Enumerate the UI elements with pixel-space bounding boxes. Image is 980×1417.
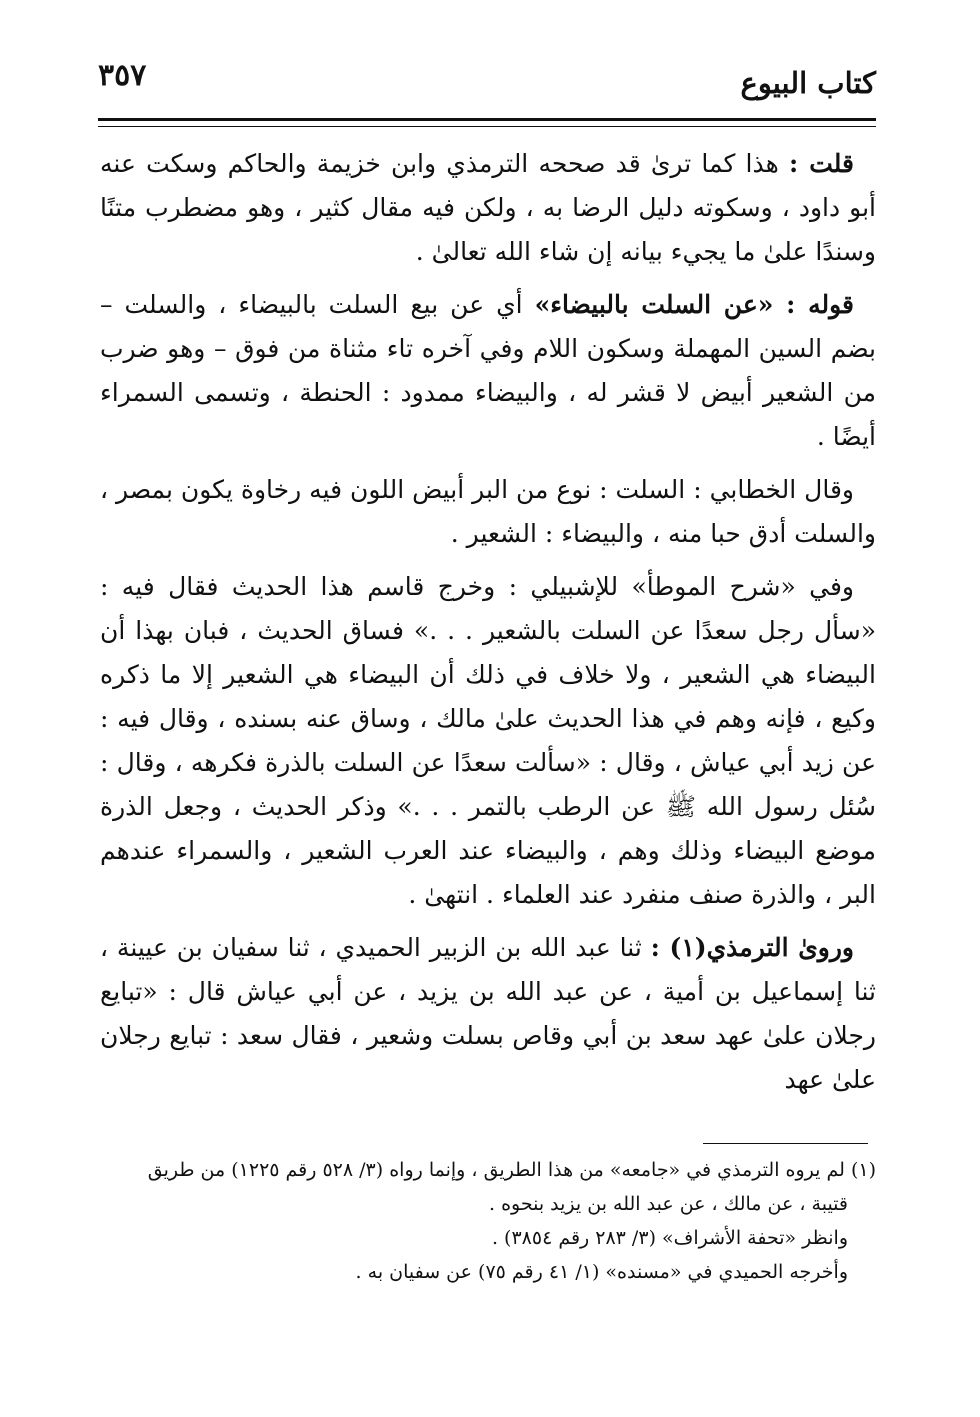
paragraph-lead: وروىٰ الترمذي(١) : xyxy=(650,933,854,962)
footnote-line: (١) لم يروه الترمذي في «جامعه» من هذا الطريق ، وإنما رواه (٣/ ٥٢٨ رقم ١٢٢٥) من طريق xyxy=(147,1159,876,1181)
paragraph-body: وقال الخطابي : السلت : نوع من البر أبيض اللون فيه رخاوة يكون بمصر ، والسلت أدق حبا منه ، والبيضاء : الشعير . xyxy=(100,475,876,548)
running-header xyxy=(98,58,876,120)
page-number: ٣٥٧ xyxy=(98,58,147,93)
paragraph-body: ثنا عبد الله بن الزبير الحميدي ، ثنا سفيان بن عيينة ، ثنا إسماعيل بن أمية ، عن عبد الله بن يزيد ، عن أبي عياش قال : «تبايع رجلان علىٰ عهد سعد بن أبي وقاص بسلت وشعير ، فقال سعد : تبايع رجلان علىٰ عهد xyxy=(100,933,876,1094)
paragraph-lead: قوله : «عن السلت بالبيضاء» xyxy=(534,290,854,319)
book-title: كتاب البيوع xyxy=(740,66,876,100)
footnote-line: قتيبة ، عن مالك ، عن عبد الله بن يزيد بنحوه . xyxy=(488,1193,848,1215)
paragraph-tirmidhi xyxy=(100,926,876,1102)
footnotes xyxy=(100,1153,876,1289)
paragraph-qultu xyxy=(100,142,876,274)
footnote-line: وأخرجه الحميدي في «مسنده» (١/ ٤١ رقم ٧٥) عن سفيان به . xyxy=(355,1261,848,1283)
header-rule-thin xyxy=(98,126,876,127)
paragraph-body: هذا كما ترىٰ قد صححه الترمذي وابن خزيمة والحاكم وسكت عنه أبو داود ، وسكوته دليل الرضا به ، ولكن فيه مقال كثير ، وهو مضطرب متنًا وسندًا علىٰ ما يجيء بيانه إن شاء الله تعالىٰ . xyxy=(100,149,876,266)
footnote-separator xyxy=(703,1143,868,1144)
main-text xyxy=(100,142,876,1111)
paragraph-body: أي عن بيع السلت بالبيضاء ، والسلت – بضم السين المهملة وسكون اللام وفي آخره تاء مثناة من فوق – وهو ضرب من الشعير أبيض لا قشر له ، والبيضاء ممدود : الحنطة ، وتسمى السمراء أيضًا . xyxy=(100,290,876,451)
paragraph-khattabi xyxy=(100,468,876,556)
header-rule-thick xyxy=(98,118,876,121)
paragraph-body: وفي «شرح الموطأ» للإشبيلي : وخرج قاسم هذا الحديث فقال فيه : «سأل رجل سعدًا عن السلت بالشعير . . .» فساق الحديث ، فبان بهذا أن البيضاء هي الشعير ، ولا خلاف في ذلك أن البيضاء هي الشعير إلا ما ذكره وكيع ، فإنه وهم في هذا الحديث علىٰ مالك ، وساق عنه بسنده ، وقال فيه : عن زيد أبي عياش ، وقال : «سألت سعدًا عن السلت بالذرة فكرهه ، وقال : سُئل رسول الله ﷺ عن الرطب بالتمر . . .» وذكر الحديث ، وجعل الذرة موضع البيضاء وذلك وهم ، والبيضاء عند العرب الشعير ، والسمراء عندهم البر ، والذرة صنف منفرد عند العلماء . انتهىٰ . xyxy=(100,572,876,909)
paragraph-sharh-muwatta xyxy=(100,565,876,917)
footnote-line: وانظر «تحفة الأشراف» (٣/ ٢٨٣ رقم ٣٨٥٤) . xyxy=(491,1227,848,1249)
paragraph-lead: قلت : xyxy=(789,149,854,178)
paragraph-qawluhu xyxy=(100,283,876,459)
